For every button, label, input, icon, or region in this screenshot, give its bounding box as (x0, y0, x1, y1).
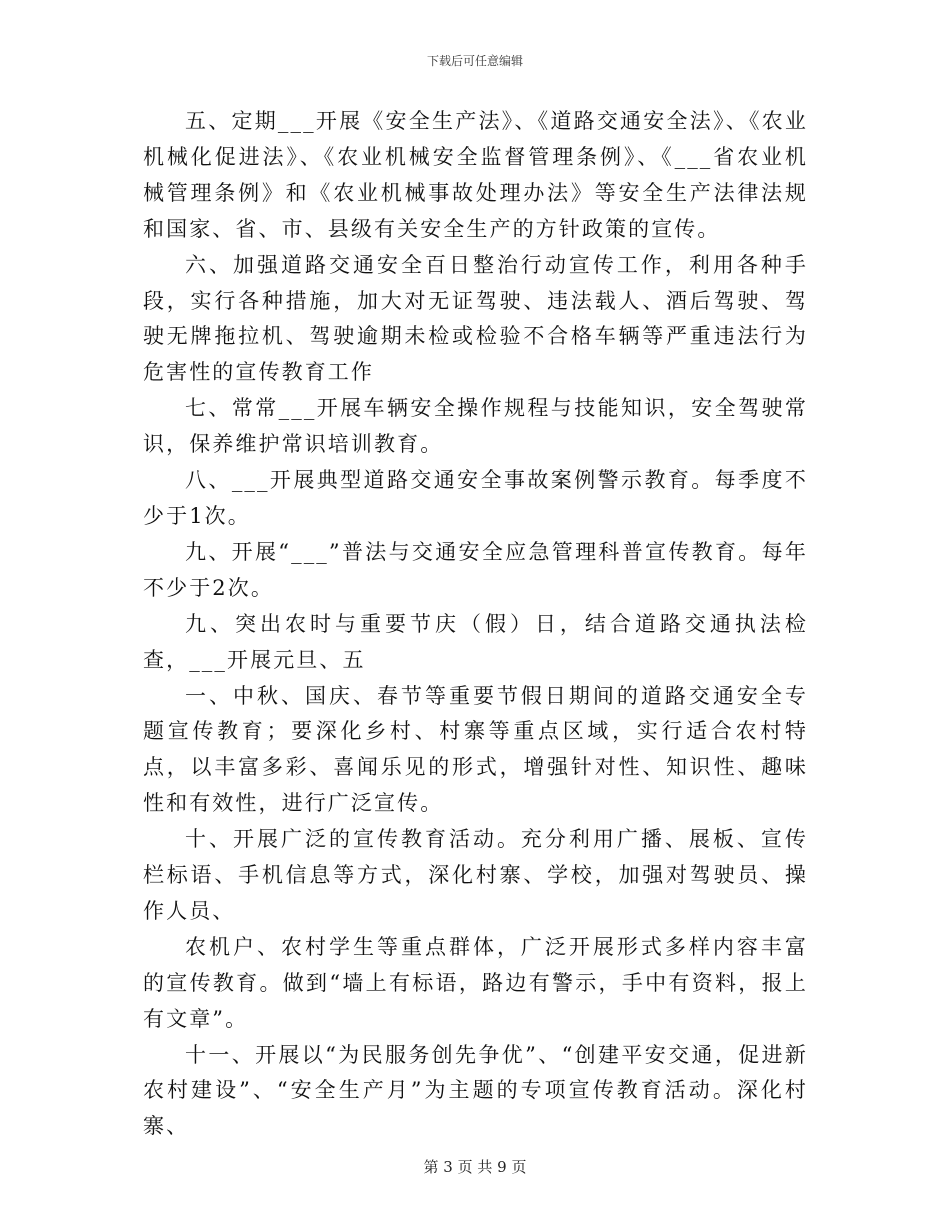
paragraph-11: 十一、开展以“为民服务创先争优”、“创建平安交通，促进新农村建设”、“安全生产月”为主题的专项宣传教育活动。深化村寨、 (143, 1042, 808, 1139)
paragraph-10: 十、开展广泛的宣传教育活动。充分利用广播、展板、宣传栏标语、手机信息等方式，深化村寨、学校，加强对驾驶员、操作人员、 (143, 827, 808, 923)
paragraph-6: 六、加强道路交通安全百日整治行动宣传工作，利用各种手段，实行各种措施，加大对无证驾驶、违法载人、酒后驾驶、驾驶无牌拖拉机、驾驶逾期未检或检验不合格车辆等严重违法行为危害性的宣传教育工作 (143, 252, 808, 385)
paragraph-9b: 九、突出农时与重要节庆（假）日，结合道路交通执法检查，___开展元旦、五 (143, 611, 808, 672)
page-number: 第 3 页 共 9 页 (423, 1158, 527, 1176)
page-header: 下载后可任意编辑 (426, 54, 523, 68)
paragraph-5: 五、定期___开展《安全生产法》、《道路交通安全法》、《农业机械化促进法》、《农业机械安全监督管理条例》、《___省农业机械管理条例》和《农业机械事故处理办法》等安全生产法律法规和国家、省、市、县级有关安全生产的方针政策的宣传。 (143, 109, 808, 241)
document-body (143, 104, 808, 1145)
paragraph-8: 八、___开展典型道路交通安全事故案例警示教育。每季度不少于1次。 (143, 468, 808, 528)
paragraph-holidays: 一、中秋、国庆、春节等重要节假日期间的道路交通安全专题宣传教育；要深化乡村、村寨等重点区域，实行适合农村特点，以丰富多彩、喜闻乐见的形式，增强针对性、知识性、趣味性和有效性，进行广泛宣传。 (143, 683, 808, 816)
paragraph-10-cont: 农机户、农村学生等重点群体，广泛开展形式多样内容丰富的宣传教育。做到“墙上有标语，路边有警示，手中有资料，报上有文章”。 (143, 934, 808, 1031)
paragraph-7: 七、常常___开展车辆安全操作规程与技能知识，安全驾驶常识，保养维护常识培训教育。 (143, 396, 808, 457)
paragraph-9: 九、开展“___”普法与交通安全应急管理科普宣传教育。每年不少于2次。 (143, 539, 808, 600)
